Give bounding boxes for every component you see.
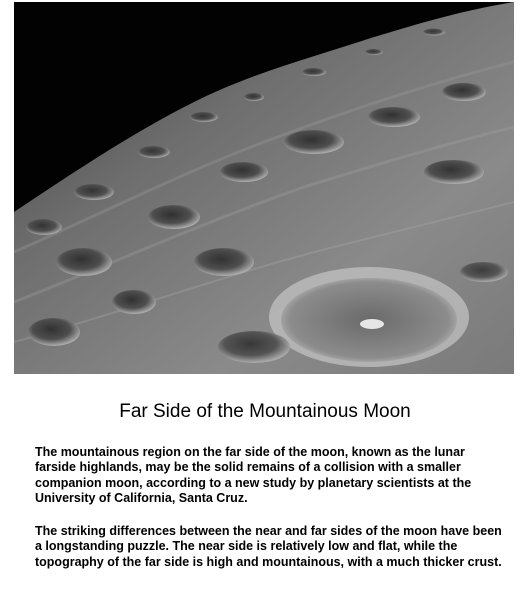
moon-photo [14,2,514,374]
article-paragraph: The striking differences between the near and far sides of the moon have been a longstanding puzzle. The near side is relatively low and flat, while the topography of the far side is high and mountainous, with a much thicker crust. [35,524,502,569]
article-paragraph: The mountainous region on the far side of the moon, known as the lunar farside highlands, may be the solid remains of a collision with a smaller companion moon, according to a new study by planetary scientists at the University of California, Santa Cruz. [35,445,472,506]
moon-surface-illustration [14,2,514,374]
article-title: Far Side of the Mountainous Moon [119,401,411,422]
